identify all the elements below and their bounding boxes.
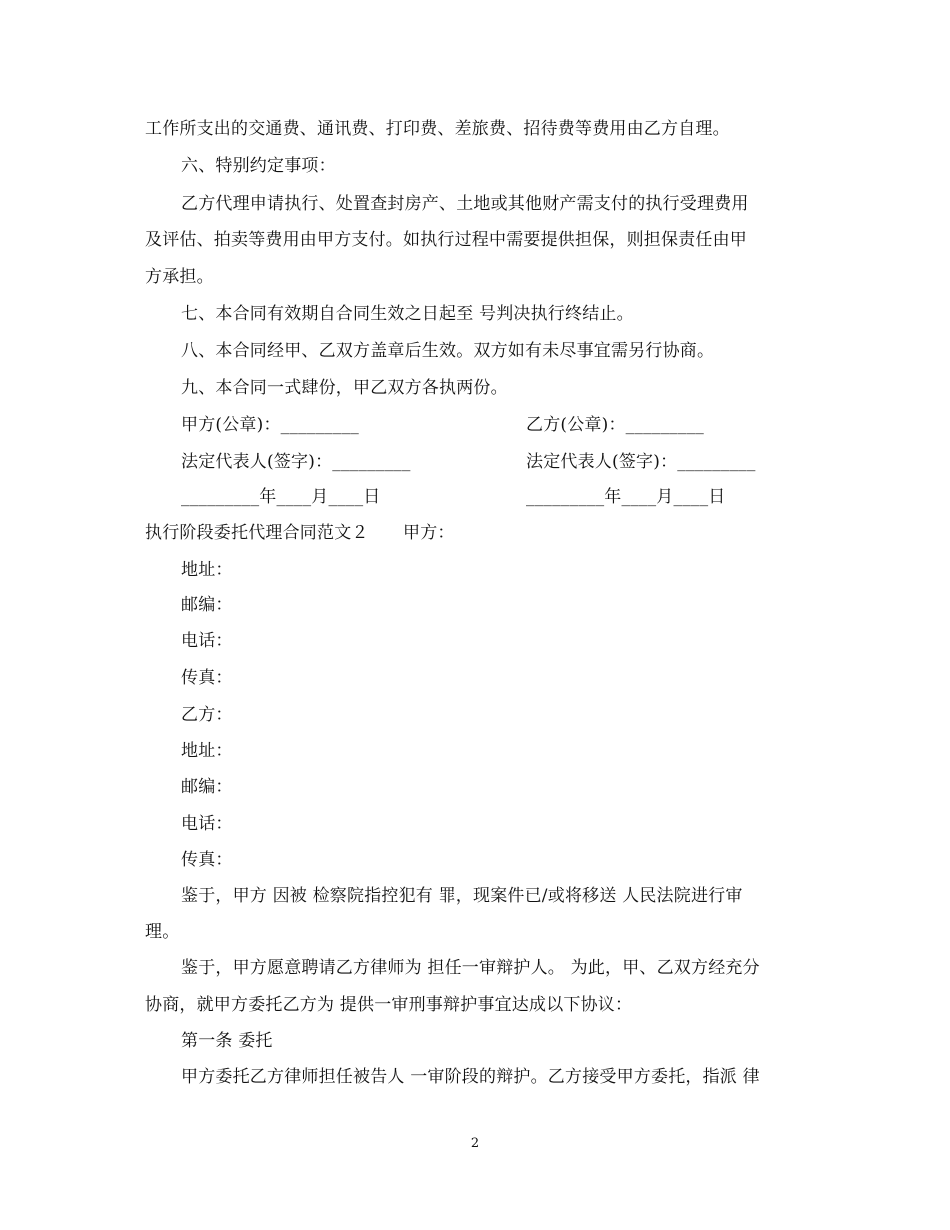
section-heading: 六、特别约定事项： [181, 156, 336, 176]
clause-line: 七、本合同有效期自合同生效之日起至 号判决执行终结止。 [181, 304, 634, 324]
paragraph-line: 协商，就甲方委托乙方为 提供一审刑事辩护事宜达成以下协议： [145, 995, 633, 1015]
party-field: 乙方： [181, 705, 233, 725]
party-field: 电话： [181, 814, 233, 834]
clause-line: 八、本合同经甲、乙双方盖章后生效。双方如有未尽事宜需另行协商。 [181, 341, 715, 361]
party-b-representative-field: 法定代表人(签字)：_________ [526, 452, 756, 472]
party-a-seal-field: 甲方(公章)：_________ [181, 415, 359, 435]
party-field: 传真： [181, 850, 233, 870]
party-a-date-field: _________年____月____日 [181, 487, 381, 507]
paragraph-line: 乙方代理申请执行、处置查封房产、土地或其他财产需支付的执行受理费用 [181, 194, 749, 214]
party-a-representative-field: 法定代表人(签字)：_________ [181, 452, 411, 472]
paragraph-line: 甲方委托乙方律师担任被告人 一审阶段的辩护。乙方接受甲方委托，指派 律 [181, 1067, 760, 1087]
paragraph-line: 鉴于，甲方 因被 检察院指控犯有 罪，现案件已/或将移送 人民法院进行审 [181, 886, 743, 906]
party-field: 传真： [181, 668, 233, 688]
paragraph-line: 及评估、拍卖等费用由甲方支付。如执行过程中需要提供担保，则担保责任由甲 [145, 230, 747, 250]
party-field: 邮编： [181, 595, 233, 615]
contract-2-heading: 执行阶段委托代理合同范文２ 甲方： [145, 523, 455, 543]
paragraph-line: 鉴于，甲方愿意聘请乙方律师为 担任一审辩护人。 为此，甲、乙双方经充分 [181, 958, 760, 978]
paragraph-line: 工作所支出的交通费、通讯费、打印费、差旅费、招待费等费用由乙方自理。 [145, 119, 730, 139]
paragraph-line: 方承担。 [145, 267, 214, 287]
party-field: 邮编： [181, 777, 233, 797]
party-b-date-field: _________年____月____日 [526, 487, 726, 507]
article-heading: 第一条 委托 [181, 1031, 273, 1051]
clause-line: 九、本合同一式肆份，甲乙双方各执两份。 [181, 378, 508, 398]
party-field: 地址： [181, 741, 233, 761]
paragraph-line: 理。 [145, 922, 180, 942]
party-b-seal-field: 乙方(公章)：_________ [526, 415, 704, 435]
party-field: 电话： [181, 631, 233, 651]
party-field: 地址： [181, 560, 233, 580]
page-number: 2 [470, 1136, 480, 1151]
